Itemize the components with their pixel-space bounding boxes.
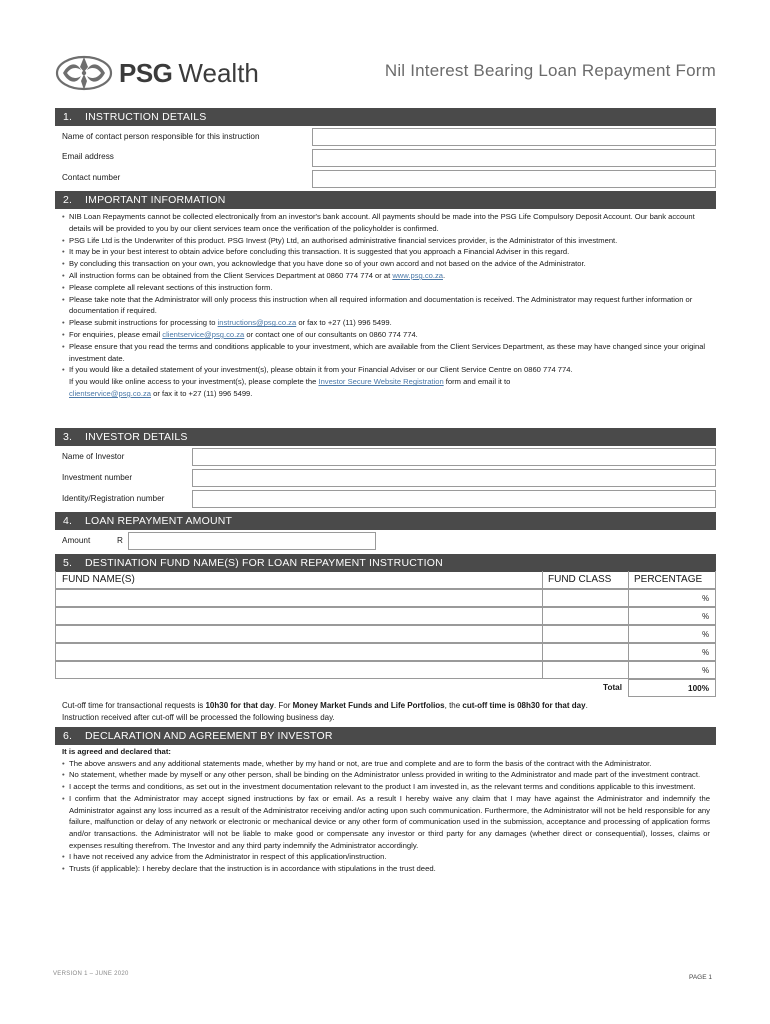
col-percentage: PERCENTAGE <box>634 574 703 585</box>
declaration-item <box>55 863 716 875</box>
cutoff-notice <box>62 700 712 724</box>
declaration-item <box>55 793 716 852</box>
info-item <box>55 317 716 329</box>
info-item <box>55 270 716 282</box>
version-label: VERSION 1 – JUNE 2020 <box>53 971 129 977</box>
cutoff-time: 10h30 for that day <box>205 701 274 710</box>
col-fund-name: FUND NAME(S) <box>62 574 135 585</box>
info-text: or contact one of our consultants on 0860 774 774. <box>244 329 418 339</box>
declaration-item <box>55 781 716 793</box>
info-text: It may be in your best interest to obtain advice before concluding this transaction. It is suggested that you approach a Financial Adviser in this regard. <box>69 247 570 257</box>
fund-class-input[interactable] <box>542 643 629 661</box>
important-info-list <box>55 211 716 400</box>
info-item <box>55 329 716 341</box>
info-text: For enquiries, please email <box>69 329 163 339</box>
declaration-item <box>55 769 716 781</box>
investment-number-input[interactable] <box>192 469 716 487</box>
section-6-number: 6. <box>63 730 73 742</box>
declaration-text: The above answers and any additional statements made, whether by my hand or not, are true and complete and are to form the basis of the contract with the Administrator. <box>69 758 652 768</box>
cutoff-text: . <box>585 701 588 710</box>
clientservice-email-link[interactable]: clientservice@psg.co.za <box>162 329 245 339</box>
section-3-title: INVESTOR DETAILS <box>85 431 188 443</box>
declaration-lead: It is agreed and declared that: <box>62 747 171 756</box>
section-6-title: DECLARATION AND AGREEMENT BY INVESTOR <box>85 730 333 742</box>
info-item <box>55 246 716 258</box>
contact-person-label: Name of contact person responsible for this instruction <box>62 132 260 141</box>
percent-sign: % <box>702 630 709 639</box>
amount-label: Amount <box>62 536 91 545</box>
info-text: Please take note that the Administrator will only process this instruction when all required information and documentation is received. The Administrator may request further information or documentation if required. <box>69 294 693 316</box>
psg-emblem-icon <box>55 50 113 96</box>
info-text: or fax it to +27 (11) 996 5499. <box>151 388 253 398</box>
section-6-header <box>55 727 716 745</box>
section-3-number: 3. <box>63 431 73 443</box>
cutoff-mm: Money Market Funds and Life Portfolios <box>292 701 445 710</box>
brand-psg: PSG <box>119 57 173 88</box>
percentage-input[interactable] <box>628 661 716 679</box>
currency-symbol: R <box>117 536 123 545</box>
declaration-list <box>55 746 716 875</box>
cutoff-text: , the <box>444 701 463 710</box>
percentage-input[interactable] <box>628 589 716 607</box>
instructions-email-link[interactable]: instructions@psg.co.za <box>217 318 297 328</box>
section-3-header <box>55 428 716 446</box>
declaration-text: I accept the terms and conditions, as set out in the investment documentation relevant to the product I am invested in, as the relevant terms and conditions applicable to this investment. <box>69 782 696 792</box>
investment-number-label: Investment number <box>62 473 133 482</box>
declaration-text: I have not received any advice from the Administrator in respect of this application/instruction. <box>69 852 387 862</box>
brand-wealth: Wealth <box>178 57 259 88</box>
declaration-item <box>55 851 716 863</box>
info-item <box>55 341 716 365</box>
fund-class-input[interactable] <box>542 589 629 607</box>
declaration-text: Trusts (if applicable): I hereby declare that the instruction is in accordance with stipulations in the trust deed. <box>69 864 436 874</box>
fund-name-input[interactable] <box>55 643 543 661</box>
fund-name-input[interactable] <box>55 661 543 679</box>
cutoff-text: Cut-off time for transactional requests is <box>62 701 206 710</box>
fund-name-input[interactable] <box>55 625 543 643</box>
info-text: Please complete all relevant sections of this instruction form. <box>69 282 273 292</box>
cutoff-mm-time: cut-off time is 08h30 for that day <box>462 701 586 710</box>
info-item <box>55 258 716 270</box>
fund-class-input[interactable] <box>542 625 629 643</box>
psg-website-link[interactable]: www.psg.co.za <box>392 270 443 280</box>
section-5-header <box>55 554 716 572</box>
info-item <box>55 294 716 318</box>
cutoff-text: . For <box>273 701 293 710</box>
section-2-number: 2. <box>63 194 73 206</box>
percentage-input[interactable] <box>628 643 716 661</box>
email-input[interactable] <box>312 149 716 167</box>
psg-wealth-logo <box>55 50 259 96</box>
fund-class-input[interactable] <box>542 661 629 679</box>
info-item <box>55 235 716 247</box>
info-item <box>55 364 716 399</box>
info-item <box>55 211 716 235</box>
email-label: Email address <box>62 152 114 161</box>
declaration-item <box>55 758 716 770</box>
section-1-title: INSTRUCTION DETAILS <box>85 111 207 123</box>
declaration-text: I confirm that the Administrator may accept signed instructions by fax or email. As a result I hereby waive any claim that I may have against the Administrator and indemnify the Administrator against any loss incurred as a result of the Administrator receiving and/or acting upon such communication. Furthermore, the Administrator will not be held responsible for any failure, malfunction or delay of any network or electronic or mechanical device or any other form of communication used in the submission, acceptance and processing of application forms and/or transactions. the Administrator will not be liable to make good or compensate any investor or third party for any damages (whether direct or consequential), losses, claims or expenses resulting therefrom. The Investor and any third party indemnify the Administrator accordingly. <box>69 793 710 850</box>
info-text: If you would like online access to your investment(s), please complete the <box>69 377 319 387</box>
section-1-number: 1. <box>63 111 73 123</box>
percentage-input[interactable] <box>628 607 716 625</box>
section-2-title: IMPORTANT INFORMATION <box>85 194 226 206</box>
percent-sign: % <box>702 648 709 657</box>
cutoff-line-2: Instruction received after cut-off will be processed the following business day. <box>62 713 335 722</box>
page-number: PAGE 1 <box>688 974 712 981</box>
col-divider <box>542 571 543 589</box>
table-header-border <box>55 571 716 589</box>
contact-number-label: Contact number <box>62 173 121 182</box>
total-label: Total <box>603 683 622 692</box>
fund-name-input[interactable] <box>55 589 543 607</box>
identity-label: Identity/Registration number <box>62 494 165 503</box>
section-5-number: 5. <box>63 557 73 569</box>
investor-name-input[interactable] <box>192 448 716 466</box>
form-title: Nil Interest Bearing Loan Repayment Form <box>384 61 716 80</box>
total-value: 100% <box>628 679 716 697</box>
fund-class-input[interactable] <box>542 607 629 625</box>
info-text: or fax to +27 (11) 996 5499. <box>296 318 392 328</box>
declaration-text: No statement, whether made by myself or any other person, shall be binding on the Administrator unless provided in writing to the Administrator and made part of the investment contract. <box>69 770 701 780</box>
section-5-title: DESTINATION FUND NAME(S) FOR LOAN REPAYMENT INSTRUCTION <box>85 557 443 569</box>
info-text: All instruction forms can be obtained from the Client Services Department at 0860 774 774 or at <box>69 270 393 280</box>
section-4-title: LOAN REPAYMENT AMOUNT <box>85 515 233 527</box>
col-fund-class: FUND CLASS <box>548 574 612 585</box>
registration-form-link[interactable]: Investor Secure Website Registration <box>318 377 444 387</box>
info-text: NIB Loan Repayments cannot be collected electronically from an investor's bank account. All payments should be made into the PSG Life Compulsory Deposit Account. Our bank account details will be provided to you by our client services team once the verification of the policyholder is confirmed. <box>69 212 695 233</box>
info-text: PSG Life Ltd is the Underwriter of this product. PSG Invest (Pty) Ltd, an authorised administrative financial services provider, is the Administrator of this investment. <box>69 235 618 245</box>
identity-input[interactable] <box>192 490 716 508</box>
fund-name-input[interactable] <box>55 607 543 625</box>
percent-sign: % <box>702 666 709 675</box>
clientservice-email-link-2[interactable]: clientservice@psg.co.za <box>69 388 151 398</box>
percentage-input[interactable] <box>628 625 716 643</box>
section-4-header <box>55 512 716 530</box>
info-text: If you would like a detailed statement of your investment(s), please obtain it from your Financial Adviser or our Client Service Centre on 0860 774 774. <box>69 365 573 375</box>
section-1-header <box>55 108 716 126</box>
percent-sign: % <box>702 612 709 621</box>
investor-name-label: Name of Investor <box>62 452 125 461</box>
col-divider <box>628 571 629 589</box>
info-text: Please submit instructions for processing to <box>69 318 218 328</box>
info-text: form and email it to <box>443 377 511 387</box>
section-2-header <box>55 191 716 209</box>
form-page <box>55 0 716 1024</box>
contact-person-input[interactable] <box>312 128 716 146</box>
info-text: By concluding this transaction on your own, you acknowledge that you have done so of your own accord and not based on the advice of the Administrator. <box>69 259 586 269</box>
section-4-number: 4. <box>63 515 73 527</box>
amount-input[interactable] <box>128 532 376 550</box>
info-text: . <box>442 270 446 280</box>
info-item <box>55 282 716 294</box>
contact-number-input[interactable] <box>312 170 716 188</box>
info-text: Please ensure that you read the terms and conditions applicable to your investment, which are available from the Client Services Department, as these may have changed since your original investment date. <box>69 341 706 363</box>
percent-sign: % <box>702 594 709 603</box>
